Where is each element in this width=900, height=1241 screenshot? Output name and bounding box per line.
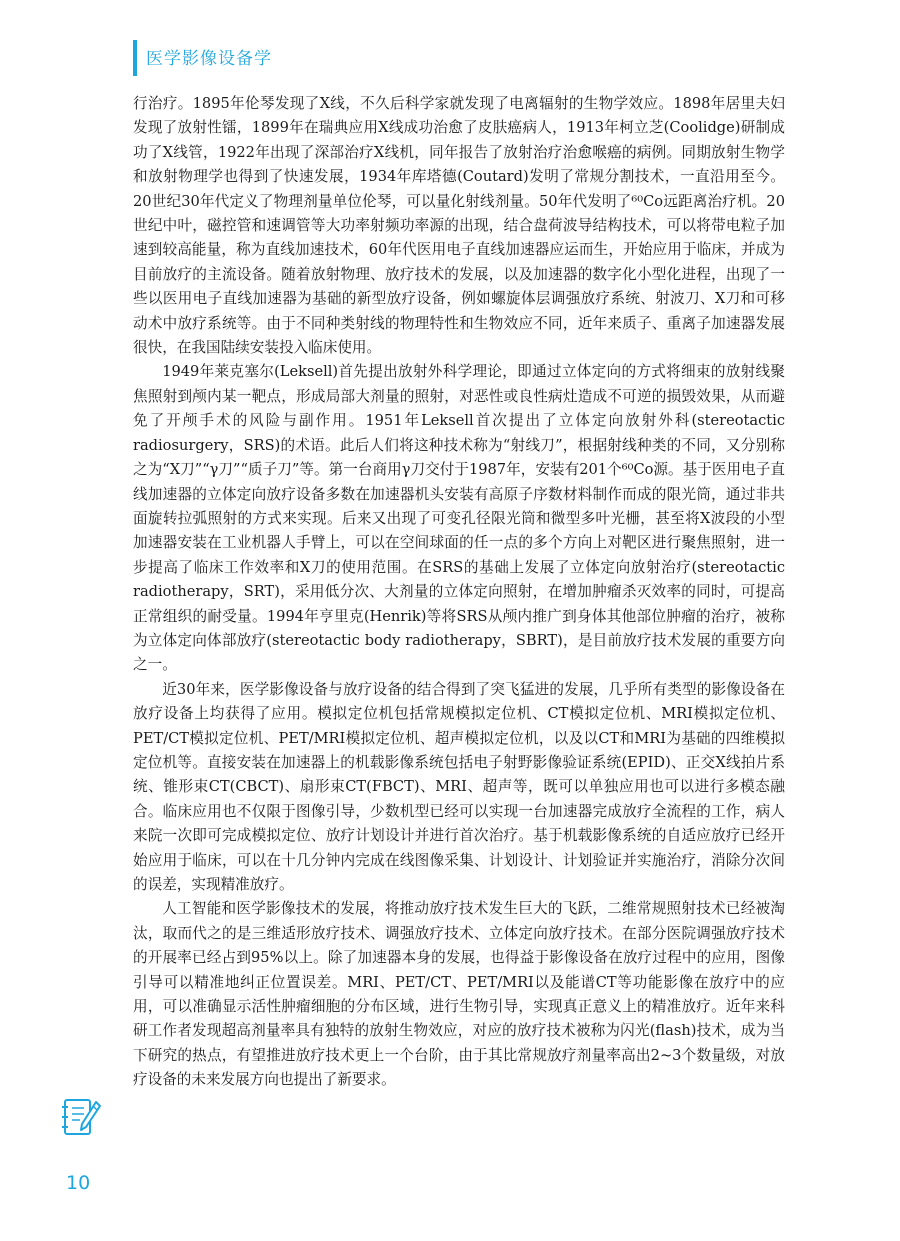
notebook-pencil-icon bbox=[60, 1094, 102, 1140]
page-number: 10 bbox=[66, 1172, 91, 1194]
main-body bbox=[133, 92, 785, 1093]
paragraph-1: 行治疗。1895年伦琴发现了X线，不久后科学家就发现了电离辐射的生物学效应。1898年居里夫妇发现了放射性镭，1899年在瑞典应用X线成功治愈了皮肤癌病人，1913年柯立芝(Coolidge)研制成功了X线管，1922年出现了深部治疗X线机，同年报告了放射治疗治愈喉癌的病例。同期放射生物学和放射物理学也得到了快速发展，1934年库塔德(Coutard)发明了常规分割技术，一直沿用至今。20世纪30年代定义了物理剂量单位伦琴，可以量化射线剂量。50年代发明了⁶⁰Co远距离治疗机。20世纪中叶，磁控管和速调管等大功率射频功率源的出现，结合盘荷波导结构技术，可以将带电粒子加速到较高能量，称为直线加速技术，60年代医用电子直线加速器应运而生，开始应用于临床，并成为目前放疗的主流设备。随着放射物理、放疗技术的发展，以及加速器的数字化小型化进程，出现了一些以医用电子直线加速器为基础的新型放疗设备，例如螺旋体层调强放疗系统、射波刀、X刀和可移动术中放疗系统等。由于不同种类射线的物理特性和生物效应不同，近年来质子、重离子加速器发展很快，在我国陆续安装投入临床使用。 bbox=[133, 95, 785, 357]
header-accent-bar bbox=[133, 40, 137, 76]
paragraph-3: 近30年来，医学影像设备与放疗设备的结合得到了突飞猛进的发展，几乎所有类型的影像设备在放疗设备上均获得了应用。模拟定位机包括常规模拟定位机、CT模拟定位机、MRI模拟定位机、PET/CT模拟定位机、PET/MRI模拟定位机、超声模拟定位机，以及以CT和MRI为基础的四维模拟定位机等。直接安装在加速器上的机载影像系统包括电子射野影像验证系统(EPID)、正交X线拍片系统、锥形束CT(CBCT)、扇形束CT(FBCT)、MRI、超声等，既可以单独应用也可以进行多模态融合。临床应用也不仅限于图像引导，少数机型已经可以实现一台加速器完成放疗全流程的工作，病人来院一次即可完成模拟定位、放疗计划设计并进行首次治疗。基于机载影像系统的自适应放疗已经开始应用于临床，可以在十几分钟内完成在线图像采集、计划设计、计划验证并实施治疗，消除分次间的误差，实现精准放疗。 bbox=[133, 680, 785, 893]
running-header-title: 医学影像设备学 bbox=[146, 49, 272, 69]
paragraph-2: 1949年莱克塞尔(Leksell)首先提出放射外科学理论，即通过立体定向的方式将细束的放射线聚焦照射到颅内某一靶点，形成局部大剂量的照射，对恶性或良性病灶造成不可逆的损毁效果，从而避免了开颅手术的风险与副作用。1951年Leksell首次提出了立体定向放射外科(stereotactic radiosurgery，SRS)的术语。此后人们将这种技术称为“射线刀”，根据射线种类的不同，又分别称之为“X刀”“γ刀”“质子刀”等。第一台商用γ刀交付于1987年，安装有201个⁶⁰Co源。基于医用电子直线加速器的立体定向放疗设备多数在加速器机头安装有高原子序数材料制作而成的限光筒，通过非共面旋转拉弧照射的方式来实现。后来又出现了可变孔径限光筒和微型多叶光栅，甚至将X波段的小型加速器安装在工业机器人手臂上，可以在空间球面的任一点的多个方向上对靶区进行聚焦照射，进一步提高了临床工作效率和X刀的使用范围。在SRS的基础上发展了立体定向放射治疗(stereotactic radiotherapy，SRT)，采用低分次、大剂量的立体定向照射，在增加肿瘤杀灭效率的同时，可提高正常组织的耐受量。1994年亨里克(Henrik)等将SRS从颅内推广到身体其他部位肿瘤的治疗，被称为立体定向体部放疗(stereotactic body radiotherapy，SBRT)，是目前放疗技术发展的重要方向之一。 bbox=[133, 363, 785, 674]
paragraph-4: 人工智能和医学影像技术的发展，将推动放疗技术发生巨大的飞跃，二维常规照射技术已经被淘汰，取而代之的是三维适形放疗技术、调强放疗技术、立体定向放疗技术。在部分医院调强放疗技术的开展率已经占到95%以上。除了加速器本身的发展，也得益于影像设备在放疗过程中的应用，图像引导可以精准地纠正位置误差。MRI、PET/CT、PET/MRI以及能谱CT等功能影像在放疗中的应用，可以准确显示活性肿瘤细胞的分布区域，进行生物引导，实现真正意义上的精准放疗。近年来科研工作者发现超高剂量率具有独特的放射生物效应，对应的放疗技术被称为闪光(flash)技术，成为当下研究的热点，有望推进放疗技术更上一个台阶，由于其比常规放疗剂量率高出2~3个数量级，对放疗设备的未来发展方向也提出了新要求。 bbox=[133, 900, 785, 1089]
